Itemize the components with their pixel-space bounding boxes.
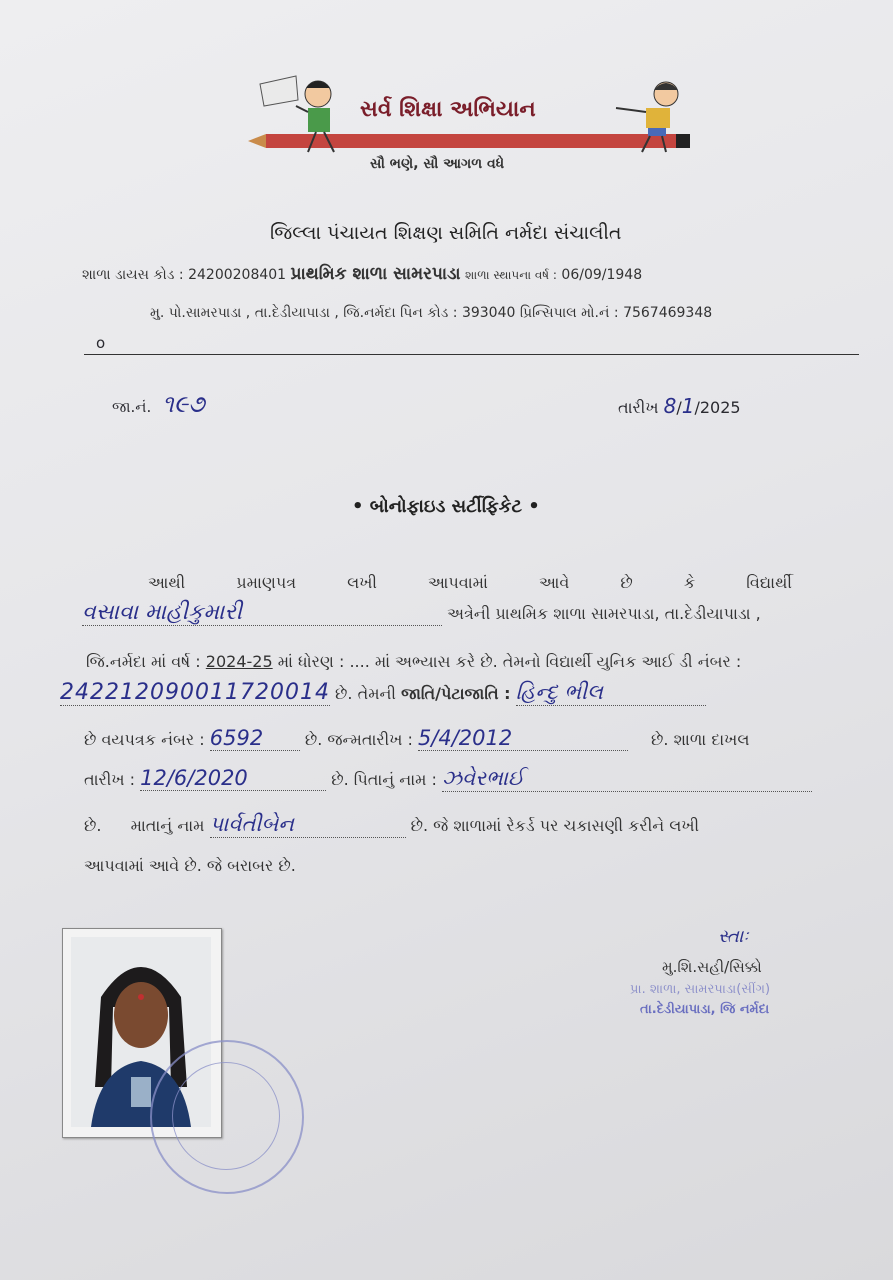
date-year: /2025 — [694, 398, 741, 417]
school-stamp-line-1: પ્રા. શાળા, સામરપાડા(સીંગ) — [630, 982, 771, 997]
body-line-3 — [86, 652, 741, 672]
principal-label: પ્રિન્સિપાલ મો.નં : — [519, 305, 619, 321]
body-line-5-text: છે. શાળા દાખલ — [651, 730, 750, 749]
signature-label: મુ.શિ.સહી/સિક્કો — [662, 958, 762, 976]
date-month: 1 — [681, 394, 695, 418]
caste-label: જાતિ/પેટાજાતિ : — [401, 684, 511, 703]
dise-label: શાળા ડાયસ કોડ : — [82, 267, 184, 283]
header-divider — [84, 354, 859, 355]
body-line-3-text: માં ધોરણ : .... માં અભ્યાસ કરે છે. તેમનો વિદ્યાર્થી યુનિક આઈ ડી નંબર : — [277, 652, 742, 671]
mother-label: માતાનું નામ — [130, 816, 205, 835]
school-round-stamp — [150, 1040, 304, 1194]
logo-tagline: સૌ ભણે, સૌ આગળ વધે — [370, 156, 505, 172]
principal-signature: સ્તાઃ — [718, 926, 749, 947]
dob-label: છે. જન્મતારીખ : — [304, 730, 413, 749]
date-day: 8 — [663, 394, 677, 418]
father-label: છે. પિતાનું નામ : — [331, 770, 437, 789]
established-label: શાળા સ્થાપના વર્ષ : — [465, 268, 557, 282]
body-line-4 — [60, 680, 706, 706]
body-line-5 — [84, 726, 749, 751]
established-date: 06/09/1948 — [561, 267, 643, 283]
school-name: પ્રાથમિક શાળા સામરપાડા — [290, 264, 461, 284]
year-label: જિ.નર્મદા માં વર્ષ : — [86, 652, 201, 671]
school-stamp-line-2: તા.દેડીયાપાડા, જિ નર્મદા — [640, 1002, 770, 1017]
admission-label: તારીખ : — [84, 770, 136, 789]
address: મુ. પો.સામરપાડા , તા.દેડીયાપાડા , જિ.નર્મદા પિન કોડ : — [150, 305, 458, 321]
body-line-1: આથી પ્રમાણપત્ર લખી આપવામાં આવે છે કે વિદ્યાર્થી — [148, 573, 792, 592]
body-line-7 — [84, 812, 699, 838]
principal-mobile: 7567469348 — [623, 305, 713, 321]
body-line-2 — [82, 600, 761, 626]
register-number: 6592 — [210, 726, 300, 751]
reference-line — [112, 390, 205, 418]
register-label: છે વયપત્રક નંબર : — [84, 730, 205, 749]
dise-code: 24200208401 — [188, 267, 287, 283]
mother-name: પાર્વતીબેન — [210, 812, 406, 838]
school-info-line — [82, 264, 642, 284]
caste-value: હિન્દુ ભીલ — [516, 680, 706, 706]
reference-label: જા.નં. — [112, 398, 152, 416]
rule-mark: o — [96, 334, 106, 352]
pin-code: 393040 — [461, 305, 516, 321]
student-name: વસાવા માહીકુમારી — [82, 600, 442, 626]
father-name: ઝવેરભાઈ — [442, 766, 812, 792]
body-line-7-start: છે. — [84, 816, 102, 835]
certificate-title: • બોનોફાઇડ સર્ટીફિકેટ • — [352, 496, 540, 517]
address-line — [150, 305, 712, 321]
body-line-8: આપવામાં આવે છે. જે બરાબર છે. — [84, 856, 296, 875]
body-line-6 — [84, 766, 812, 792]
logo-title: સર્વ શિક્ષા અભિયાન — [360, 96, 536, 122]
date-label: તારીખ — [618, 398, 659, 417]
body-line-7-text: છે. જે શાળામાં રેકર્ડ પર ચકાસણી કરીને લખી — [410, 816, 700, 835]
date-line: તારીખ 8/1/2025 — [618, 394, 741, 418]
reference-number: ૧૯૭ — [162, 390, 205, 418]
admission-date: 12/6/2020 — [140, 766, 326, 791]
date-of-birth: 5/4/2012 — [418, 726, 628, 751]
issuing-authority: જિલ્લા પંચાયત શિક્ષણ સમિતિ નર્મદા સંચાલીત — [270, 222, 622, 244]
unique-id: 242212090011720014 — [60, 680, 330, 705]
academic-year: 2024-25 — [205, 652, 273, 671]
body-line-4-text: છે. તેમની — [335, 684, 396, 703]
body-line-2-text: અત્રેની પ્રાથમિક શાળા સામરપાડા, તા.દેડીયાપાડા , — [447, 604, 761, 623]
